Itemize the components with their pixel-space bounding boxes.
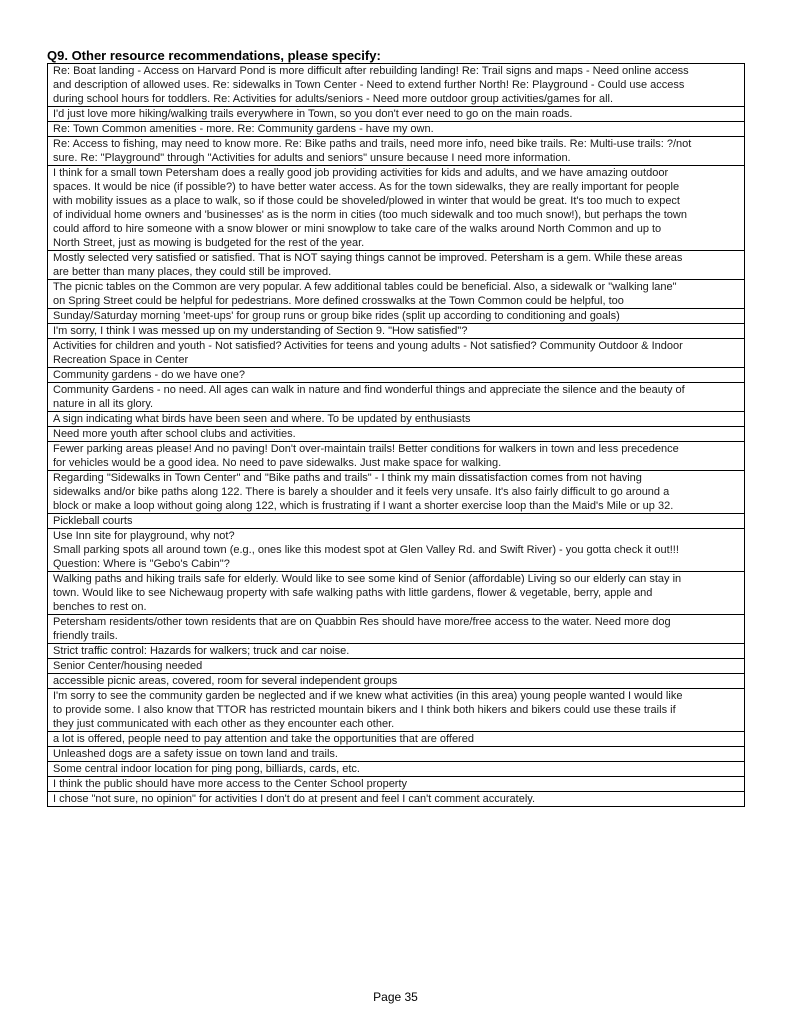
response-line: Senior Center/housing needed — [53, 660, 203, 672]
response-line: Recreation Space in Center — [53, 354, 189, 366]
response-line: Use Inn site for playground, why not? — [53, 530, 235, 542]
table-row — [48, 572, 745, 615]
response-line: with mobility issues as a place to walk, so if those could be shoveled/plowed in winter that would be great. It's too much to expect — [53, 195, 680, 207]
response-cell — [48, 747, 745, 762]
response-line: Re: Access to fishing, may need to know more. Re: Bike paths and trails, need more info, need bike trails. Re: Multi-use trails: ?/not — [53, 138, 692, 150]
table-row — [48, 339, 745, 368]
response-line: to provide some. I also know that TTOR has restricted mountain bikers and I think both hikers and bikers could use these trails if — [53, 704, 676, 716]
response-cell — [48, 383, 745, 412]
response-line: Petersham residents/other town residents that are on Quabbin Res should have more/free access to the water. Need more dog — [53, 616, 671, 628]
response-line: Re: Boat landing - Access on Harvard Pond is more difficult after rebuilding landing! Re: Trail signs and maps - Need online access — [53, 65, 689, 77]
response-line: friendly trails. — [53, 630, 118, 642]
response-line: a lot is offered, people need to pay attention and take the opportunities that are offered — [53, 733, 474, 745]
table-row — [48, 644, 745, 659]
question-title: Q9. Other resource recommendations, please specify: — [47, 48, 381, 63]
response-line: during school hours for toddlers. Re: Activities for adults/seniors - Need more outdoor group activities/games for all. — [53, 93, 614, 105]
table-row — [48, 64, 745, 107]
response-cell — [48, 368, 745, 383]
table-row — [48, 251, 745, 280]
table-row — [48, 732, 745, 747]
response-line: accessible picnic areas, covered, room for several independent groups — [53, 675, 398, 687]
response-cell — [48, 572, 745, 615]
response-cell — [48, 64, 745, 107]
table-row — [48, 280, 745, 309]
response-cell — [48, 644, 745, 659]
response-line: Mostly selected very satisfied or satisfied. That is NOT saying things cannot be improved. Petersham is a gem. While these areas — [53, 252, 683, 264]
response-line: I think for a small town Petersham does a really good job providing activities for kids and adults, and we have amazing outdoor — [53, 167, 669, 179]
responses-body — [48, 64, 745, 807]
response-line: they just communicated with each other as they encounter each other. — [53, 718, 395, 730]
response-cell — [48, 777, 745, 792]
response-line: are better than many places, they could still be improved. — [53, 266, 332, 278]
response-line: Sunday/Saturday morning 'meet-ups' for group runs or group bike rides (split up according to conditioning and goals) — [53, 310, 620, 322]
response-line: I'm sorry to see the community garden be neglected and if we knew what activities (in this area) young people wanted I would like — [53, 690, 683, 702]
table-row — [48, 368, 745, 383]
table-row — [48, 383, 745, 412]
response-cell — [48, 412, 745, 427]
table-row — [48, 324, 745, 339]
response-cell — [48, 324, 745, 339]
response-cell — [48, 427, 745, 442]
table-row — [48, 689, 745, 732]
table-row — [48, 107, 745, 122]
response-line: I chose "not sure, no opinion" for activities I don't do at present and feel I can't comment accurately. — [53, 793, 536, 805]
response-line: Community gardens - do we have one? — [53, 369, 245, 381]
response-line: of individual home owners and 'businesses' as is the norm in cities (too much sidewalk and too much snow!), but perhaps the town — [53, 209, 687, 221]
response-line: sure. Re: "Playground" through "Activities for adults and seniors" unsure because I need more information. — [53, 152, 571, 164]
responses-table — [47, 63, 745, 807]
table-row — [48, 762, 745, 777]
table-row — [48, 674, 745, 689]
response-cell — [48, 674, 745, 689]
response-cell — [48, 137, 745, 166]
response-cell — [48, 251, 745, 280]
response-line: Need more youth after school clubs and activities. — [53, 428, 296, 440]
response-line: for vehicles would be a good idea. No need to pave sidewalks. Just make space for walking. — [53, 457, 502, 469]
response-line: Fewer parking areas please! And no paving! Don't over-maintain trails! Better conditions for walkers in town and less precedence — [53, 443, 679, 455]
table-row — [48, 309, 745, 324]
table-row — [48, 166, 745, 251]
response-line: benches to rest on. — [53, 601, 147, 613]
table-row — [48, 529, 745, 572]
table-row — [48, 137, 745, 166]
response-line: Regarding "Sidewalks in Town Center" and "Bike paths and trails" - I think my main dissatisfaction comes from not having — [53, 472, 642, 484]
response-line: Community Gardens - no need. All ages can walk in nature and find wonderful things and appreciate the silence and the beauty of — [53, 384, 685, 396]
response-line: Activities for children and youth - Not satisfied? Activities for teens and young adults - Not satisfied? Community Outdoor & Indoor — [53, 340, 683, 352]
response-line: could afford to hire someone with a snow blower or mini snowplow to take care of the walks around North Common and up to — [53, 223, 662, 235]
response-line: I think the public should have more access to the Center School property — [53, 778, 408, 790]
response-line: I'd just love more hiking/walking trails everywhere in Town, so you don't ever need to go on the main roads. — [53, 108, 573, 120]
page-number: Page 35 — [373, 990, 418, 1004]
response-line: block or make a loop without going along 122, which is frustrating if I want a shorter exercise loop than the Maid's Mile or up 32. — [53, 500, 674, 512]
response-line: Small parking spots all around town (e.g., ones like this modest spot at Glen Valley Rd. and Swift River) - you gotta check it out!!! — [53, 544, 679, 556]
response-line: Unleashed dogs are a safety issue on town land and trails. — [53, 748, 338, 760]
table-row — [48, 747, 745, 762]
response-cell — [48, 762, 745, 777]
response-cell — [48, 659, 745, 674]
response-cell — [48, 280, 745, 309]
response-line: sidewalks and/or bike paths along 122. There is barely a shoulder and it feels very unsafe. It's also fairly difficult to go around a — [53, 486, 670, 498]
response-cell — [48, 689, 745, 732]
response-line: I'm sorry, I think I was messed up on my understanding of Section 9. "How satisfied"? — [53, 325, 468, 337]
response-cell — [48, 732, 745, 747]
response-cell — [48, 514, 745, 529]
response-line: Some central indoor location for ping pong, billiards, cards, etc. — [53, 763, 360, 775]
response-line: North Street, just as mowing is budgeted for the rest of the year. — [53, 237, 365, 249]
response-line: Pickleball courts — [53, 515, 133, 527]
table-row — [48, 427, 745, 442]
table-row — [48, 777, 745, 792]
table-row — [48, 122, 745, 137]
response-line: and description of allowed uses. Re: sidewalks in Town Center - Need to extend further North! Re: Playground - Could use access — [53, 79, 685, 91]
response-cell — [48, 529, 745, 572]
response-line: spaces. It would be nice (if possible?) to have better water access. As for the town sidewalks, they are really important for people — [53, 181, 680, 193]
response-cell — [48, 107, 745, 122]
response-line: town. Would like to see Nichewaug property with safe walking paths with little gardens, flower & vegetable, berry, apple and — [53, 587, 653, 599]
table-row — [48, 659, 745, 674]
response-cell — [48, 339, 745, 368]
response-line: Re: Town Common amenities - more. Re: Community gardens - have my own. — [53, 123, 434, 135]
table-row — [48, 442, 745, 471]
response-cell — [48, 166, 745, 251]
response-line: nature in all its glory. — [53, 398, 154, 410]
response-cell — [48, 309, 745, 324]
table-row — [48, 471, 745, 514]
table-row — [48, 792, 745, 807]
table-row — [48, 615, 745, 644]
response-line: The picnic tables on the Common are very popular. A few additional tables could be beneficial. Also, a sidewalk or "walking lane" — [53, 281, 677, 293]
response-line: Walking paths and hiking trails safe for elderly. Would like to see some kind of Senior (affordable) Living so our elderly can stay in — [53, 573, 682, 585]
response-cell — [48, 615, 745, 644]
response-cell — [48, 792, 745, 807]
response-line: Question: Where is "Gebo's Cabin"? — [53, 558, 230, 570]
table-row — [48, 412, 745, 427]
response-line: Strict traffic control: Hazards for walkers; truck and car noise. — [53, 645, 350, 657]
response-cell — [48, 122, 745, 137]
table-row — [48, 514, 745, 529]
response-cell — [48, 471, 745, 514]
response-line: A sign indicating what birds have been seen and where. To be updated by enthusiasts — [53, 413, 471, 425]
response-cell — [48, 442, 745, 471]
response-line: on Spring Street could be helpful for pedestrians. More defined crosswalks at the Town Common could be helpful, too — [53, 295, 624, 307]
